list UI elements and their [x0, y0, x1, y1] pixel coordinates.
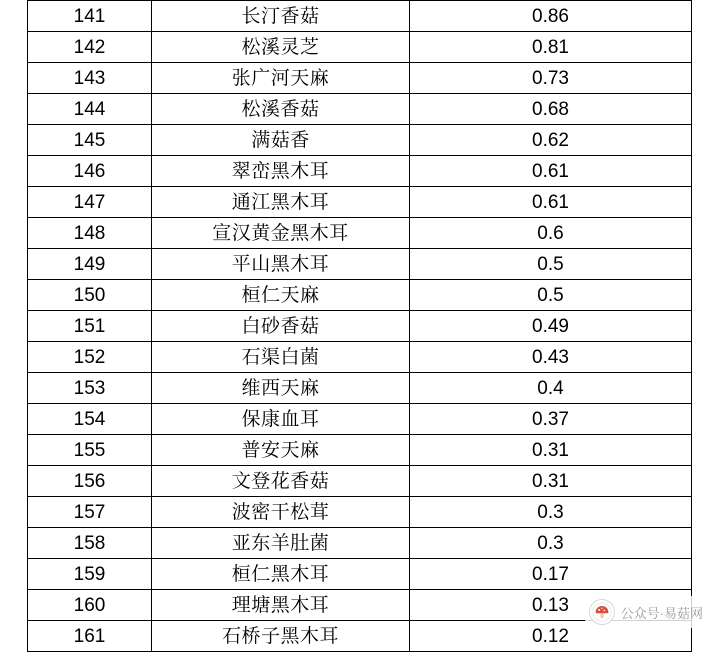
cell-rank: 153 [28, 373, 152, 404]
cell-rank: 155 [28, 435, 152, 466]
table-row [28, 435, 692, 466]
cell-value: 0.49 [410, 311, 692, 342]
cell-name: 松溪香菇 [152, 94, 410, 125]
table-row [28, 125, 692, 156]
table-row [28, 404, 692, 435]
table-row [28, 528, 692, 559]
cell-rank: 152 [28, 342, 152, 373]
cell-rank: 145 [28, 125, 152, 156]
mushroom-logo-icon [589, 599, 615, 625]
spreadsheet-region [27, 0, 691, 652]
cell-value: 0.12 [410, 621, 692, 652]
cell-name: 白砂香菇 [152, 311, 410, 342]
cell-name: 石桥子黑木耳 [152, 621, 410, 652]
cell-value: 0.5 [410, 280, 692, 311]
cell-name: 理塘黑木耳 [152, 590, 410, 621]
table-row [28, 559, 692, 590]
cell-name: 平山黑木耳 [152, 249, 410, 280]
cell-name: 石渠白菌 [152, 342, 410, 373]
cell-rank: 156 [28, 466, 152, 497]
cell-value: 0.86 [410, 1, 692, 32]
cell-name: 波密干松茸 [152, 497, 410, 528]
cell-value: 0.37 [410, 404, 692, 435]
cell-name: 保康血耳 [152, 404, 410, 435]
table-row [28, 466, 692, 497]
watermark-label: 公众号·易菇网 [620, 605, 703, 621]
table-row [28, 63, 692, 94]
cell-rank: 150 [28, 280, 152, 311]
cell-name: 普安天麻 [152, 435, 410, 466]
cell-value: 0.68 [410, 94, 692, 125]
cell-rank: 149 [28, 249, 152, 280]
cell-rank: 141 [28, 1, 152, 32]
cell-rank: 158 [28, 528, 152, 559]
cell-value: 0.6 [410, 218, 692, 249]
cell-name: 桓仁黑木耳 [152, 559, 410, 590]
cell-name: 长汀香菇 [152, 1, 410, 32]
cell-rank: 144 [28, 94, 152, 125]
cell-rank: 143 [28, 63, 152, 94]
cell-rank: 151 [28, 311, 152, 342]
table-row [28, 1, 692, 32]
table-row [28, 497, 692, 528]
cell-rank: 147 [28, 187, 152, 218]
cell-name: 文登花香菇 [152, 466, 410, 497]
cell-name: 翠峦黑木耳 [152, 156, 410, 187]
cell-value: 0.81 [410, 32, 692, 63]
table-row [28, 342, 692, 373]
table-row [28, 280, 692, 311]
cell-value: 0.3 [410, 497, 692, 528]
cell-name: 张广河天麻 [152, 63, 410, 94]
table-row [28, 311, 692, 342]
cell-rank: 160 [28, 590, 152, 621]
cell-value: 0.43 [410, 342, 692, 373]
cell-value: 0.61 [410, 187, 692, 218]
cell-name: 亚东羊肚菌 [152, 528, 410, 559]
ranking-table [27, 0, 692, 652]
cell-name: 维西天麻 [152, 373, 410, 404]
cell-value: 0.3 [410, 528, 692, 559]
table-body [28, 1, 692, 652]
cell-name: 满菇香 [152, 125, 410, 156]
cell-name: 通江黑木耳 [152, 187, 410, 218]
cell-rank: 157 [28, 497, 152, 528]
table-row [28, 187, 692, 218]
cell-value: 0.31 [410, 435, 692, 466]
cell-rank: 142 [28, 32, 152, 63]
cell-rank: 161 [28, 621, 152, 652]
cell-rank: 154 [28, 404, 152, 435]
cell-value: 0.17 [410, 559, 692, 590]
cell-value: 0.61 [410, 156, 692, 187]
cell-rank: 148 [28, 218, 152, 249]
watermark [585, 596, 709, 628]
cell-value: 0.62 [410, 125, 692, 156]
table-row [28, 156, 692, 187]
cell-name: 桓仁天麻 [152, 280, 410, 311]
cell-name: 松溪灵芝 [152, 32, 410, 63]
table-row [28, 94, 692, 125]
table-row [28, 373, 692, 404]
cell-value: 0.5 [410, 249, 692, 280]
cell-value: 0.73 [410, 63, 692, 94]
cell-value: 0.4 [410, 373, 692, 404]
table-row [28, 218, 692, 249]
cell-rank: 146 [28, 156, 152, 187]
table-row [28, 249, 692, 280]
cell-value: 0.31 [410, 466, 692, 497]
cell-rank: 159 [28, 559, 152, 590]
cell-value: 0.13 [410, 590, 692, 621]
cell-name: 宣汉黄金黑木耳 [152, 218, 410, 249]
table-row [28, 32, 692, 63]
